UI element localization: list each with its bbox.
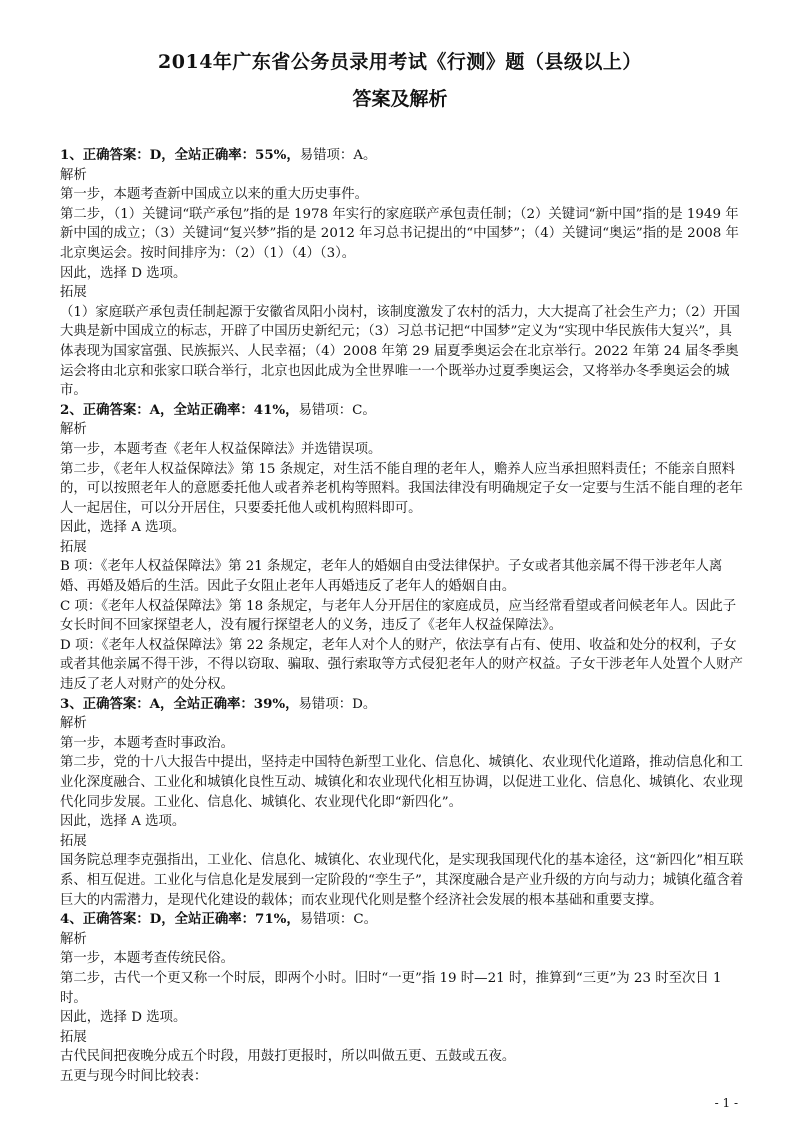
paragraph: 第二步，党的十八大报告中提出，坚持走中国特色新型工业化、信息化、城镇化、农业现代化道路，推动信息化和工业化深度融合、工业化和城镇化良性互动、城镇化和农业现代化相互协调，以促进工业化、信息化、城镇化、农业现代化同步发展。工业化、信息化、城镇化、农业现代化即“新四化”。 [60,755,743,810]
paragraph: 第一步，本题考查时事政治。 [60,735,235,751]
question-3-header: 3、正确答案：A，全站正确率：39%，易错项：D。 [60,695,377,712]
paragraph: 第一步，本题考查新中国成立以来的重大历史事件。 [60,187,368,203]
analysis-label: 解析 [60,931,87,947]
paragraph: 第二步，《老年人权益保障法》第 15 条规定，对生活不能自理的老年人，赡养人应当承担照料责任；不能亲自照料的，可以按照老年人的意愿委托他人或者养老机构等照料。我国法律没有明确规定子女一定要与生活不能自理的老年人一起居住，可以分开居住，只要委托他人或机构照料即可。 [60,461,743,516]
paragraph: （1）家庭联产承包责任制起源于安徽省凤阳小岗村，该制度激发了农村的活力，大大提高了社会生产力；（2）开国大典是新中国成立的标志，开辟了中国历史新纪元；（3）习总书记把“中国梦”定义为“实现中华民族伟大复兴”，具体表现为国家富强、民族振兴、人民幸福；（4）2008 年第 29 届夏季奥运会在北京举行。2022 年第 24 届冬季奥运会将由北京和张家口联合举行，北京也因此成为全世界唯一一个既举办过夏季奥运会，又将举办冬季奥运会的城市。 [60,304,740,399]
paragraph: 因此，选择 A 选项。 [60,520,186,536]
paragraph: 因此，选择 A 选项。 [60,814,186,830]
page-subtitle: 答案及解析 [352,88,448,110]
paragraph: 古代民间把夜晚分成五个时段，用鼓打更报时，所以叫做五更、五鼓或五夜。 [60,1049,516,1065]
paragraph: C 项：《老年人权益保障法》第 18 条规定，与老年人分开居住的家庭成员，应当经常看望或者问候老年人。因此子女长时间不回家探望老人，没有履行探望老人的义务，违反了《老年人权益保障法》。 [60,598,737,634]
answer-content [60,146,744,1087]
question-2-header: 2、正确答案：A，全站正确率：41%，易错项：C。 [60,401,376,418]
expand-label: 拓展 [60,285,87,301]
page-number: - 1 - [714,1096,738,1110]
analysis-label: 解析 [60,422,87,438]
paragraph: 第二步，古代一个更又称一个时辰，即两个小时。旧时“一更”指 19 时—21 时，推算到“三更”为 23 时至次日 1 时。 [60,970,722,1006]
question-1-header: 1、正确答案：D，全站正确率：55%，易错项：A。 [60,147,377,163]
paragraph: 第一步，本题考查《老年人权益保障法》并选错误项。 [60,441,382,457]
analysis-label: 解析 [60,716,87,732]
paragraph: D 项：《老年人权益保障法》第 22 条规定，老年人对个人的财产，依法享有占有、使用、收益和处分的权利，子女或者其他亲属不得干涉，不得以窃取、骗取、强行索取等方式侵犯老年人的财产权益。子女干涉老年人处置个人财产违反了老人对财产的处分权。 [60,637,743,693]
paragraph: B 项：《老年人权益保障法》第 21 条规定，老年人的婚姻自由受法律保护。子女或者其他亲属不得干涉老年人离婚、再婚及婚后的生活。因此子女阻止老年人再婚违反了老年人的婚姻自由。 [60,559,723,595]
question-4-header: 4、正确答案：D，全站正确率：71%，易错项：C。 [60,911,377,928]
paragraph: 第二步，（1）关键词“联产承包”指的是 1978 年实行的家庭联产承包责任制；（2）关键词“新中国”指的是 1949 年新中国的成立；（3）关键词“复兴梦”指的是 2012 年习总书记提出的“中国梦”；（4）关键词“奥运”指的是 2008 年北京奥运会。按时间排序为：（2）（1）（4）（3）。 [60,206,739,261]
paragraph: 因此，选择 D 选项。 [60,1010,187,1026]
paragraph: 因此，选择 D 选项。 [60,265,187,281]
expand-label: 拓展 [60,1029,87,1045]
page-title: 2014年广东省公务员录用考试《行测》题（县级以上） [158,51,642,73]
paragraph: 第一步，本题考查传统民俗。 [60,951,235,967]
paragraph: 五更与现今时间比较表： [60,1068,208,1084]
expand-label: 拓展 [60,539,87,555]
analysis-label: 解析 [60,167,87,183]
paragraph: 国务院总理李克强指出，工业化、信息化、城镇化、农业现代化，是实现我国现代化的基本途径，这“新四化”相互联系、相互促进。工业化与信息化是发展到一定阶段的“孪生子”，其深度融合是产业升级的方向与动力；城镇化蕴含着巨大的内需潜力，是现代化建设的载体；而农业现代化则是整个经济社会发展的根本基础和重要支撑。 [60,853,744,908]
expand-label: 拓展 [60,833,87,849]
